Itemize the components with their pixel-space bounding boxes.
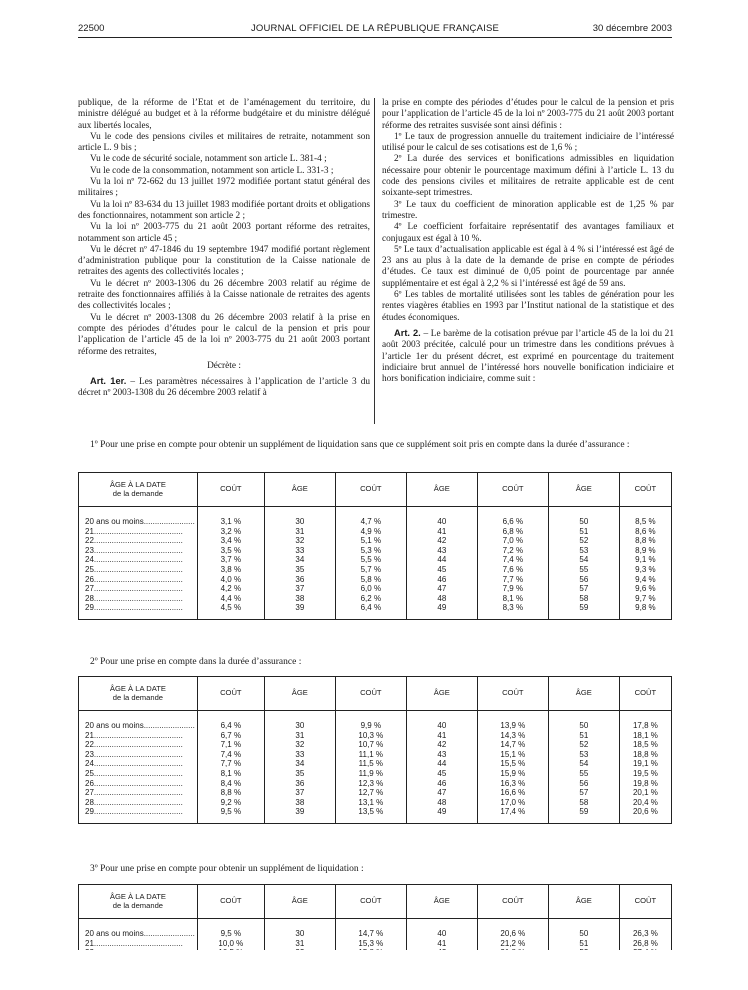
cost-cell: 20,4 % (619, 798, 671, 808)
visa-paragraph: Vu le décret nº 47-1846 du 19 septembre 1947 modifié portant règlement d’administration publique pour la constitution de la Caisse nationale de retraites des agents des collectivités locales ; (78, 244, 370, 278)
article-1-continuation: la prise en compte des périodes d’études pour le calcul de la pension et pris pour l’application de l’article 45 de la loi nº 2003-775 du 21 août 2003 portant réforme des retraites susvisée sont ainsi définis : (382, 98, 674, 131)
age-cell: 29........................................ (79, 807, 198, 823)
table-row (79, 536, 672, 546)
age-cell: 21........................................ (79, 731, 198, 741)
age-header: ÂGE (548, 473, 619, 507)
cost-cell: 16,3 % (477, 779, 548, 789)
age-cell: 21........................................ (79, 527, 198, 537)
age-cell: 40 (406, 919, 477, 939)
age-cell: 40 (406, 711, 477, 731)
age-cell: 44 (406, 555, 477, 565)
cost-cell: 9,2 % (197, 798, 264, 808)
cost-cell: 7,6 % (477, 565, 548, 575)
age-cell: 24........................................ (79, 759, 198, 769)
cost-cell: 6,6 % (477, 507, 548, 527)
cost-cell: 6,2 % (335, 594, 406, 604)
age-cell: 21........................................ (79, 939, 198, 949)
visa-paragraph: Vu la loi nº 83-634 du 13 juillet 1983 modifiée portant droits et obligations des fonctionnaires, notamment son article 2 ; (78, 199, 370, 221)
cost-cell: 19,1 % (619, 759, 671, 769)
cost-header: COÛT (477, 473, 548, 507)
cost-cell: 9,9 % (335, 711, 406, 731)
page-cutoff (0, 950, 748, 990)
table-row (79, 603, 672, 619)
cost-cell: 3,5 % (197, 546, 264, 556)
age-cell: 59 (548, 807, 619, 823)
cost-cell: 7,4 % (477, 555, 548, 565)
age-cell: 28........................................ (79, 798, 198, 808)
age-cell: 32 (264, 536, 335, 546)
age-cell: 46 (406, 779, 477, 789)
age-cell: 48 (406, 798, 477, 808)
age-cell: 33 (264, 546, 335, 556)
age-cell: 41 (406, 939, 477, 949)
cost-cell: 20,1 % (619, 788, 671, 798)
cost-cell: 20,6 % (619, 807, 671, 823)
cost-cell: 9,7 % (619, 594, 671, 604)
age-header: ÂGE (548, 885, 619, 919)
cost-cell: 26,8 % (619, 939, 671, 949)
age-cell: 28........................................ (79, 594, 198, 604)
parameter-item: 3º Le taux du coefficient de minoration applicable est de 1,25 % par trimestre. (382, 199, 674, 221)
visa-paragraph: Vu le décret nº 2003-1308 du 26 décembre 2003 relatif à la prise en compte des périodes d’études pour le calcul de la pension et pris pour l’application de l’article 45 de la loi nº 2003-775 du 21 août 2003 portant réforme des retraites, (78, 312, 370, 357)
visa-paragraph: Vu la loi nº 2003-775 du 21 août 2003 portant réforme des retraites, notamment son article 45 ; (78, 222, 370, 244)
article-1-text: – Les paramètres nécessaires à l’application de l’article 3 du décret nº 2003-1308 du 26 décembre 2003 relatif à (78, 377, 370, 399)
cost-cell: 3,4 % (197, 536, 264, 546)
cost-cell: 9,5 % (197, 807, 264, 823)
age-cell: 43 (406, 750, 477, 760)
cost-cell: 12,7 % (335, 788, 406, 798)
cost-cell: 8,5 % (619, 507, 671, 527)
table-row (79, 939, 672, 949)
cost-cell: 13,1 % (335, 798, 406, 808)
age-cell: 31 (264, 731, 335, 741)
age-cell: 52 (548, 536, 619, 546)
rate-table-2 (78, 676, 672, 824)
cost-cell: 8,1 % (197, 769, 264, 779)
cost-cell: 18,5 % (619, 740, 671, 750)
visa-paragraph: Vu le décret nº 2003-1306 du 26 décembre 2003 relatif au régime de retraite des fonctionnaires affiliés à la Caisse nationale de retraites des agents des collectivités locales ; (78, 278, 370, 312)
age-cell: 20 ans ou moins....................... (79, 711, 198, 731)
cost-cell: 19,5 % (619, 769, 671, 779)
cost-cell: 6,7 % (197, 731, 264, 741)
age-cell: 57 (548, 584, 619, 594)
cost-cell: 7,7 % (477, 575, 548, 585)
age-cell: 23........................................ (79, 546, 198, 556)
cost-cell: 4,4 % (197, 594, 264, 604)
age-header: ÂGE (406, 677, 477, 711)
cost-cell: 18,8 % (619, 750, 671, 760)
cost-cell: 19,8 % (619, 779, 671, 789)
age-cell: 39 (264, 603, 335, 619)
cost-cell: 15,9 % (477, 769, 548, 779)
age-cell: 20 ans ou moins....................... (79, 919, 198, 939)
cost-cell: 4,5 % (197, 603, 264, 619)
cost-cell: 9,1 % (619, 555, 671, 565)
cost-cell: 26,3 % (619, 919, 671, 939)
age-cell: 24........................................ (79, 555, 198, 565)
table-row (79, 575, 672, 585)
article-2-text: – Le barème de la cotisation prévue par l’article 45 de la loi du 21 août 2003 précitée, calculé pour un trimestre dans les conditions prévues à l’article 1er du présent décret, est exprimé en pourcentage du traitement indiciaire brut annuel de l’intéressé hors nouvelle bonification indiciaire et hors bonification indiciaire, comme suit : (382, 328, 674, 385)
column-divider (374, 98, 375, 424)
parameter-item: 4º Le coefficient forfaitaire représentatif des avantages familiaux et conjugaux est égal à 10 %. (382, 222, 674, 244)
cost-cell: 5,7 % (335, 565, 406, 575)
cost-cell: 11,1 % (335, 750, 406, 760)
age-date-header: ÂGE À LA DATE de la demande (79, 677, 198, 711)
table-row (79, 769, 672, 779)
cost-cell: 17,4 % (477, 807, 548, 823)
age-cell: 26........................................ (79, 779, 198, 789)
cost-cell: 7,0 % (477, 536, 548, 546)
age-cell: 46 (406, 575, 477, 585)
age-cell: 50 (548, 711, 619, 731)
table-row (79, 527, 672, 537)
section-3-label: 3º Pour une prise en compte pour obtenir un supplément de liquidation : (90, 864, 364, 874)
age-cell: 51 (548, 731, 619, 741)
age-cell: 50 (548, 507, 619, 527)
cost-cell: 18,1 % (619, 731, 671, 741)
age-cell: 30 (264, 507, 335, 527)
cost-cell: 8,4 % (197, 779, 264, 789)
cost-cell: 10,0 % (197, 939, 264, 949)
table-row (79, 555, 672, 565)
age-cell: 23........................................ (79, 750, 198, 760)
cost-cell: 11,5 % (335, 759, 406, 769)
age-cell: 41 (406, 527, 477, 537)
age-cell: 45 (406, 565, 477, 575)
cost-cell: 4,0 % (197, 575, 264, 585)
article-2-label: Art. 2. (394, 327, 421, 338)
cost-header: COÛT (197, 885, 264, 919)
table-row (79, 546, 672, 556)
cost-cell: 14,7 % (477, 740, 548, 750)
age-date-header: ÂGE À LA DATE de la demande (79, 885, 198, 919)
cost-cell: 5,3 % (335, 546, 406, 556)
age-cell: 53 (548, 750, 619, 760)
cost-cell: 8,6 % (619, 527, 671, 537)
age-cell: 35 (264, 769, 335, 779)
age-date-header: ÂGE À LA DATE de la demande (79, 473, 198, 507)
preamble-paragraph: publique, de la réforme de l’Etat et de l’aménagement du territoire, du ministre délégué au budget et à la réforme budgétaire et du ministre délégué aux libertés locales, (78, 98, 370, 131)
age-cell: 30 (264, 711, 335, 731)
cost-cell: 3,1 % (197, 507, 264, 527)
section-1-label: 1º Pour une prise en compte pour obtenir un supplément de liquidation sans que ce supplément soit pris en compte dans la durée d’assurance : (90, 440, 630, 450)
left-column (78, 98, 370, 400)
cost-cell: 15,5 % (477, 759, 548, 769)
cost-header: COÛT (619, 677, 671, 711)
age-cell: 27........................................ (79, 788, 198, 798)
cost-header: COÛT (335, 677, 406, 711)
age-cell: 34 (264, 759, 335, 769)
age-cell: 42 (406, 536, 477, 546)
age-cell: 52 (548, 740, 619, 750)
age-cell: 58 (548, 594, 619, 604)
table-row (79, 750, 672, 760)
age-cell: 51 (548, 939, 619, 949)
age-cell: 25........................................ (79, 769, 198, 779)
table-row (79, 759, 672, 769)
age-cell: 25........................................ (79, 565, 198, 575)
cost-cell: 20,6 % (477, 919, 548, 939)
age-cell: 55 (548, 565, 619, 575)
cost-cell: 6,0 % (335, 584, 406, 594)
table-row (79, 740, 672, 750)
cost-cell: 8,1 % (477, 594, 548, 604)
age-cell: 58 (548, 798, 619, 808)
age-cell: 54 (548, 759, 619, 769)
age-cell: 22........................................ (79, 740, 198, 750)
cost-cell: 7,4 % (197, 750, 264, 760)
cost-header: COÛT (197, 473, 264, 507)
age-cell: 43 (406, 546, 477, 556)
cost-cell: 14,3 % (477, 731, 548, 741)
table-row (79, 594, 672, 604)
cost-cell: 8,8 % (197, 788, 264, 798)
cost-cell: 4,2 % (197, 584, 264, 594)
cost-cell: 10,7 % (335, 740, 406, 750)
age-header: ÂGE (406, 473, 477, 507)
issue-date: 30 décembre 2003 (592, 23, 672, 34)
age-cell: 53 (548, 546, 619, 556)
age-header: ÂGE (548, 677, 619, 711)
cost-header: COÛT (477, 885, 548, 919)
cost-cell: 7,1 % (197, 740, 264, 750)
age-cell: 27........................................ (79, 584, 198, 594)
table-row (79, 919, 672, 939)
age-cell: 41 (406, 731, 477, 741)
cost-cell: 4,7 % (335, 507, 406, 527)
age-cell: 34 (264, 555, 335, 565)
visa-paragraph: Vu la loi nº 72-662 du 13 juillet 1972 modifiée portant statut général des militaires ; (78, 177, 370, 199)
age-cell: 47 (406, 584, 477, 594)
age-cell: 49 (406, 603, 477, 619)
cost-cell: 8,3 % (477, 603, 548, 619)
age-cell: 56 (548, 575, 619, 585)
cost-header: COÛT (619, 473, 671, 507)
cost-cell: 7,7 % (197, 759, 264, 769)
table-row (79, 779, 672, 789)
cost-cell: 3,2 % (197, 527, 264, 537)
cost-header: COÛT (619, 885, 671, 919)
age-cell: 26........................................ (79, 575, 198, 585)
parameter-item: 6º Les tables de mortalité utilisées sont les tables de génération pour les rentes viagères établies en 1993 par l’Institut national de la statistique et des études économiques. (382, 290, 674, 323)
age-cell: 37 (264, 788, 335, 798)
age-cell: 20 ans ou moins....................... (79, 507, 198, 527)
age-cell: 45 (406, 769, 477, 779)
cost-cell: 15,3 % (335, 939, 406, 949)
cost-cell: 3,8 % (197, 565, 264, 575)
age-cell: 51 (548, 527, 619, 537)
age-cell: 22........................................ (79, 536, 198, 546)
page-number: 22500 (78, 23, 105, 34)
cost-cell: 7,9 % (477, 584, 548, 594)
age-cell: 49 (406, 807, 477, 823)
rate-table-1 (78, 472, 672, 620)
cost-cell: 12,3 % (335, 779, 406, 789)
age-cell: 29........................................ (79, 603, 198, 619)
cost-cell: 8,9 % (619, 546, 671, 556)
article-1-label: Art. 1er. (90, 376, 127, 387)
age-header: ÂGE (264, 473, 335, 507)
cost-cell: 5,8 % (335, 575, 406, 585)
table-row (79, 731, 672, 741)
age-cell: 37 (264, 584, 335, 594)
age-cell: 59 (548, 603, 619, 619)
cost-header: COÛT (197, 677, 264, 711)
visa-paragraph: Vu le code de sécurité sociale, notamment son article L. 381-4 ; (90, 154, 327, 165)
cost-cell: 9,8 % (619, 603, 671, 619)
age-cell: 44 (406, 759, 477, 769)
journal-title: JOURNAL OFFICIEL DE LA RÉPUBLIQUE FRANÇAISE (250, 23, 500, 34)
age-cell: 42 (406, 740, 477, 750)
cost-cell: 5,1 % (335, 536, 406, 546)
age-header: ÂGE (406, 885, 477, 919)
age-cell: 30 (264, 919, 335, 939)
age-cell: 54 (548, 555, 619, 565)
table-row (79, 565, 672, 575)
age-cell: 38 (264, 798, 335, 808)
cost-cell: 8,8 % (619, 536, 671, 546)
cost-cell: 13,5 % (335, 807, 406, 823)
age-cell: 32 (264, 740, 335, 750)
cost-cell: 17,8 % (619, 711, 671, 731)
age-cell: 31 (264, 939, 335, 949)
table-row (79, 807, 672, 823)
age-cell: 38 (264, 594, 335, 604)
age-header: ÂGE (264, 677, 335, 711)
article-1 (78, 376, 370, 400)
cost-cell: 6,4 % (335, 603, 406, 619)
cost-cell: 9,5 % (197, 919, 264, 939)
cost-cell: 14,7 % (335, 919, 406, 939)
age-cell: 48 (406, 594, 477, 604)
cost-cell: 9,3 % (619, 565, 671, 575)
cost-cell: 3,7 % (197, 555, 264, 565)
age-cell: 55 (548, 769, 619, 779)
table-row (79, 584, 672, 594)
age-cell: 35 (264, 565, 335, 575)
cost-cell: 9,4 % (619, 575, 671, 585)
table-row (79, 711, 672, 731)
cost-cell: 9,6 % (619, 584, 671, 594)
visa-paragraph: Vu le code de la consommation, notamment son article L. 331-3 ; (90, 165, 334, 176)
age-cell: 40 (406, 507, 477, 527)
article-2 (382, 328, 674, 385)
age-cell: 36 (264, 575, 335, 585)
cost-header: COÛT (335, 885, 406, 919)
table-row (79, 507, 672, 527)
cost-cell: 6,4 % (197, 711, 264, 731)
age-cell: 50 (548, 919, 619, 939)
parameter-item: 2º La durée des services et bonifications admissibles en liquidation nécessaire pour obtenir le pourcentage maximum défini à l’article L. 13 du code des pensions civiles et militaires de retraite applicable est de cent soixante-sept trimestres. (382, 154, 674, 199)
cost-cell: 16,6 % (477, 788, 548, 798)
cost-cell: 10,3 % (335, 731, 406, 741)
cost-cell: 11,9 % (335, 769, 406, 779)
header-rule (78, 37, 672, 38)
cost-cell: 7,2 % (477, 546, 548, 556)
parameter-item: 5º Le taux d’actualisation applicable est égal à 4 % si l’intéressé est âgé de 23 ans au plus à la date de la demande de prise en compte de périodes d’études. Ce taux est diminué de 0,05 point de pourcentage par année supplémentaire et est égal à 2,2 % si l’intéressé est âgé de 59 ans. (382, 244, 674, 289)
page-header (78, 23, 672, 37)
cost-cell: 17,0 % (477, 798, 548, 808)
cost-header: COÛT (335, 473, 406, 507)
cost-cell: 5,5 % (335, 555, 406, 565)
parameter-item: 1º Le taux de progression annuelle du traitement indiciaire de l’intéressé utilisé pour le calcul de ses cotisations est de 1,6 % ; (382, 131, 674, 154)
cost-cell: 15,1 % (477, 750, 548, 760)
age-header: ÂGE (264, 885, 335, 919)
table-row (79, 798, 672, 808)
cost-cell: 6,8 % (477, 527, 548, 537)
visa-paragraph: Vu le code des pensions civiles et militaires de retraite, notamment son article L. 9 bis ; (78, 131, 370, 154)
table-row (79, 788, 672, 798)
right-column (382, 98, 674, 385)
age-cell: 36 (264, 779, 335, 789)
age-cell: 33 (264, 750, 335, 760)
age-cell: 39 (264, 807, 335, 823)
decrete-heading: Décrète : (207, 360, 241, 371)
age-cell: 56 (548, 779, 619, 789)
age-cell: 57 (548, 788, 619, 798)
cost-cell: 13,9 % (477, 711, 548, 731)
cost-header: COÛT (477, 677, 548, 711)
section-2-label: 2º Pour une prise en compte dans la durée d’assurance : (90, 657, 302, 667)
cost-cell: 4,9 % (335, 527, 406, 537)
cost-cell: 21,2 % (477, 939, 548, 949)
age-cell: 31 (264, 527, 335, 537)
age-cell: 47 (406, 788, 477, 798)
